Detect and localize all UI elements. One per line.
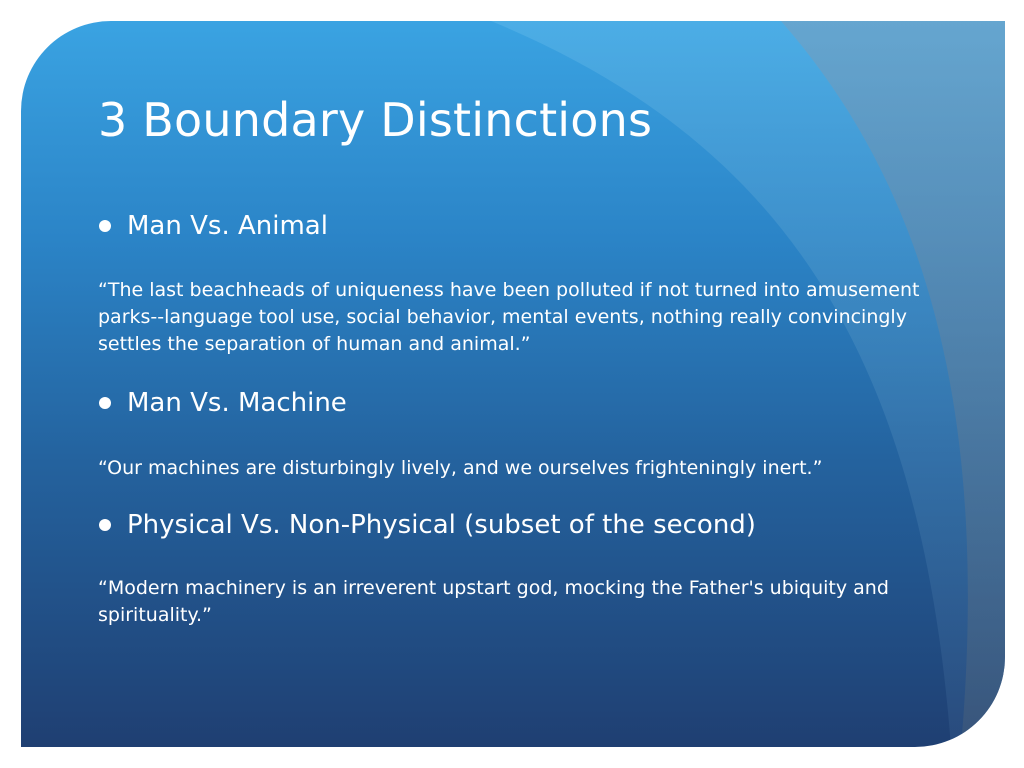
bullet-dot-icon bbox=[99, 220, 111, 232]
slide-title: 3 Boundary Distinctions bbox=[98, 93, 653, 147]
bullet-text: Physical Vs. Non-Physical (subset of the second) bbox=[127, 510, 756, 540]
bullet-text: Man Vs. Animal bbox=[127, 211, 328, 241]
slide-content bbox=[21, 21, 1005, 747]
slide bbox=[21, 21, 1005, 747]
bullet-man-vs-animal bbox=[99, 211, 328, 241]
bullet-physical-vs-non-physical bbox=[99, 510, 756, 540]
bullet-text: Man Vs. Machine bbox=[127, 388, 347, 418]
quote-man-vs-animal: “The last beachheads of uniqueness have been polluted if not turned into amusement parks--language tool use, social behavior, mental events, nothing really convincingly settles the separation of human and animal.” bbox=[98, 279, 920, 355]
bullet-dot-icon bbox=[99, 519, 111, 531]
bullet-dot-icon bbox=[99, 397, 111, 409]
quote-physical-vs-non-physical: “Modern machinery is an irreverent upstart god, mocking the Father's ubiquity and spirituality.” bbox=[98, 577, 889, 626]
quote-man-vs-machine: “Our machines are disturbingly lively, and we ourselves frighteningly inert.” bbox=[98, 457, 823, 479]
bullet-man-vs-machine bbox=[99, 388, 347, 418]
